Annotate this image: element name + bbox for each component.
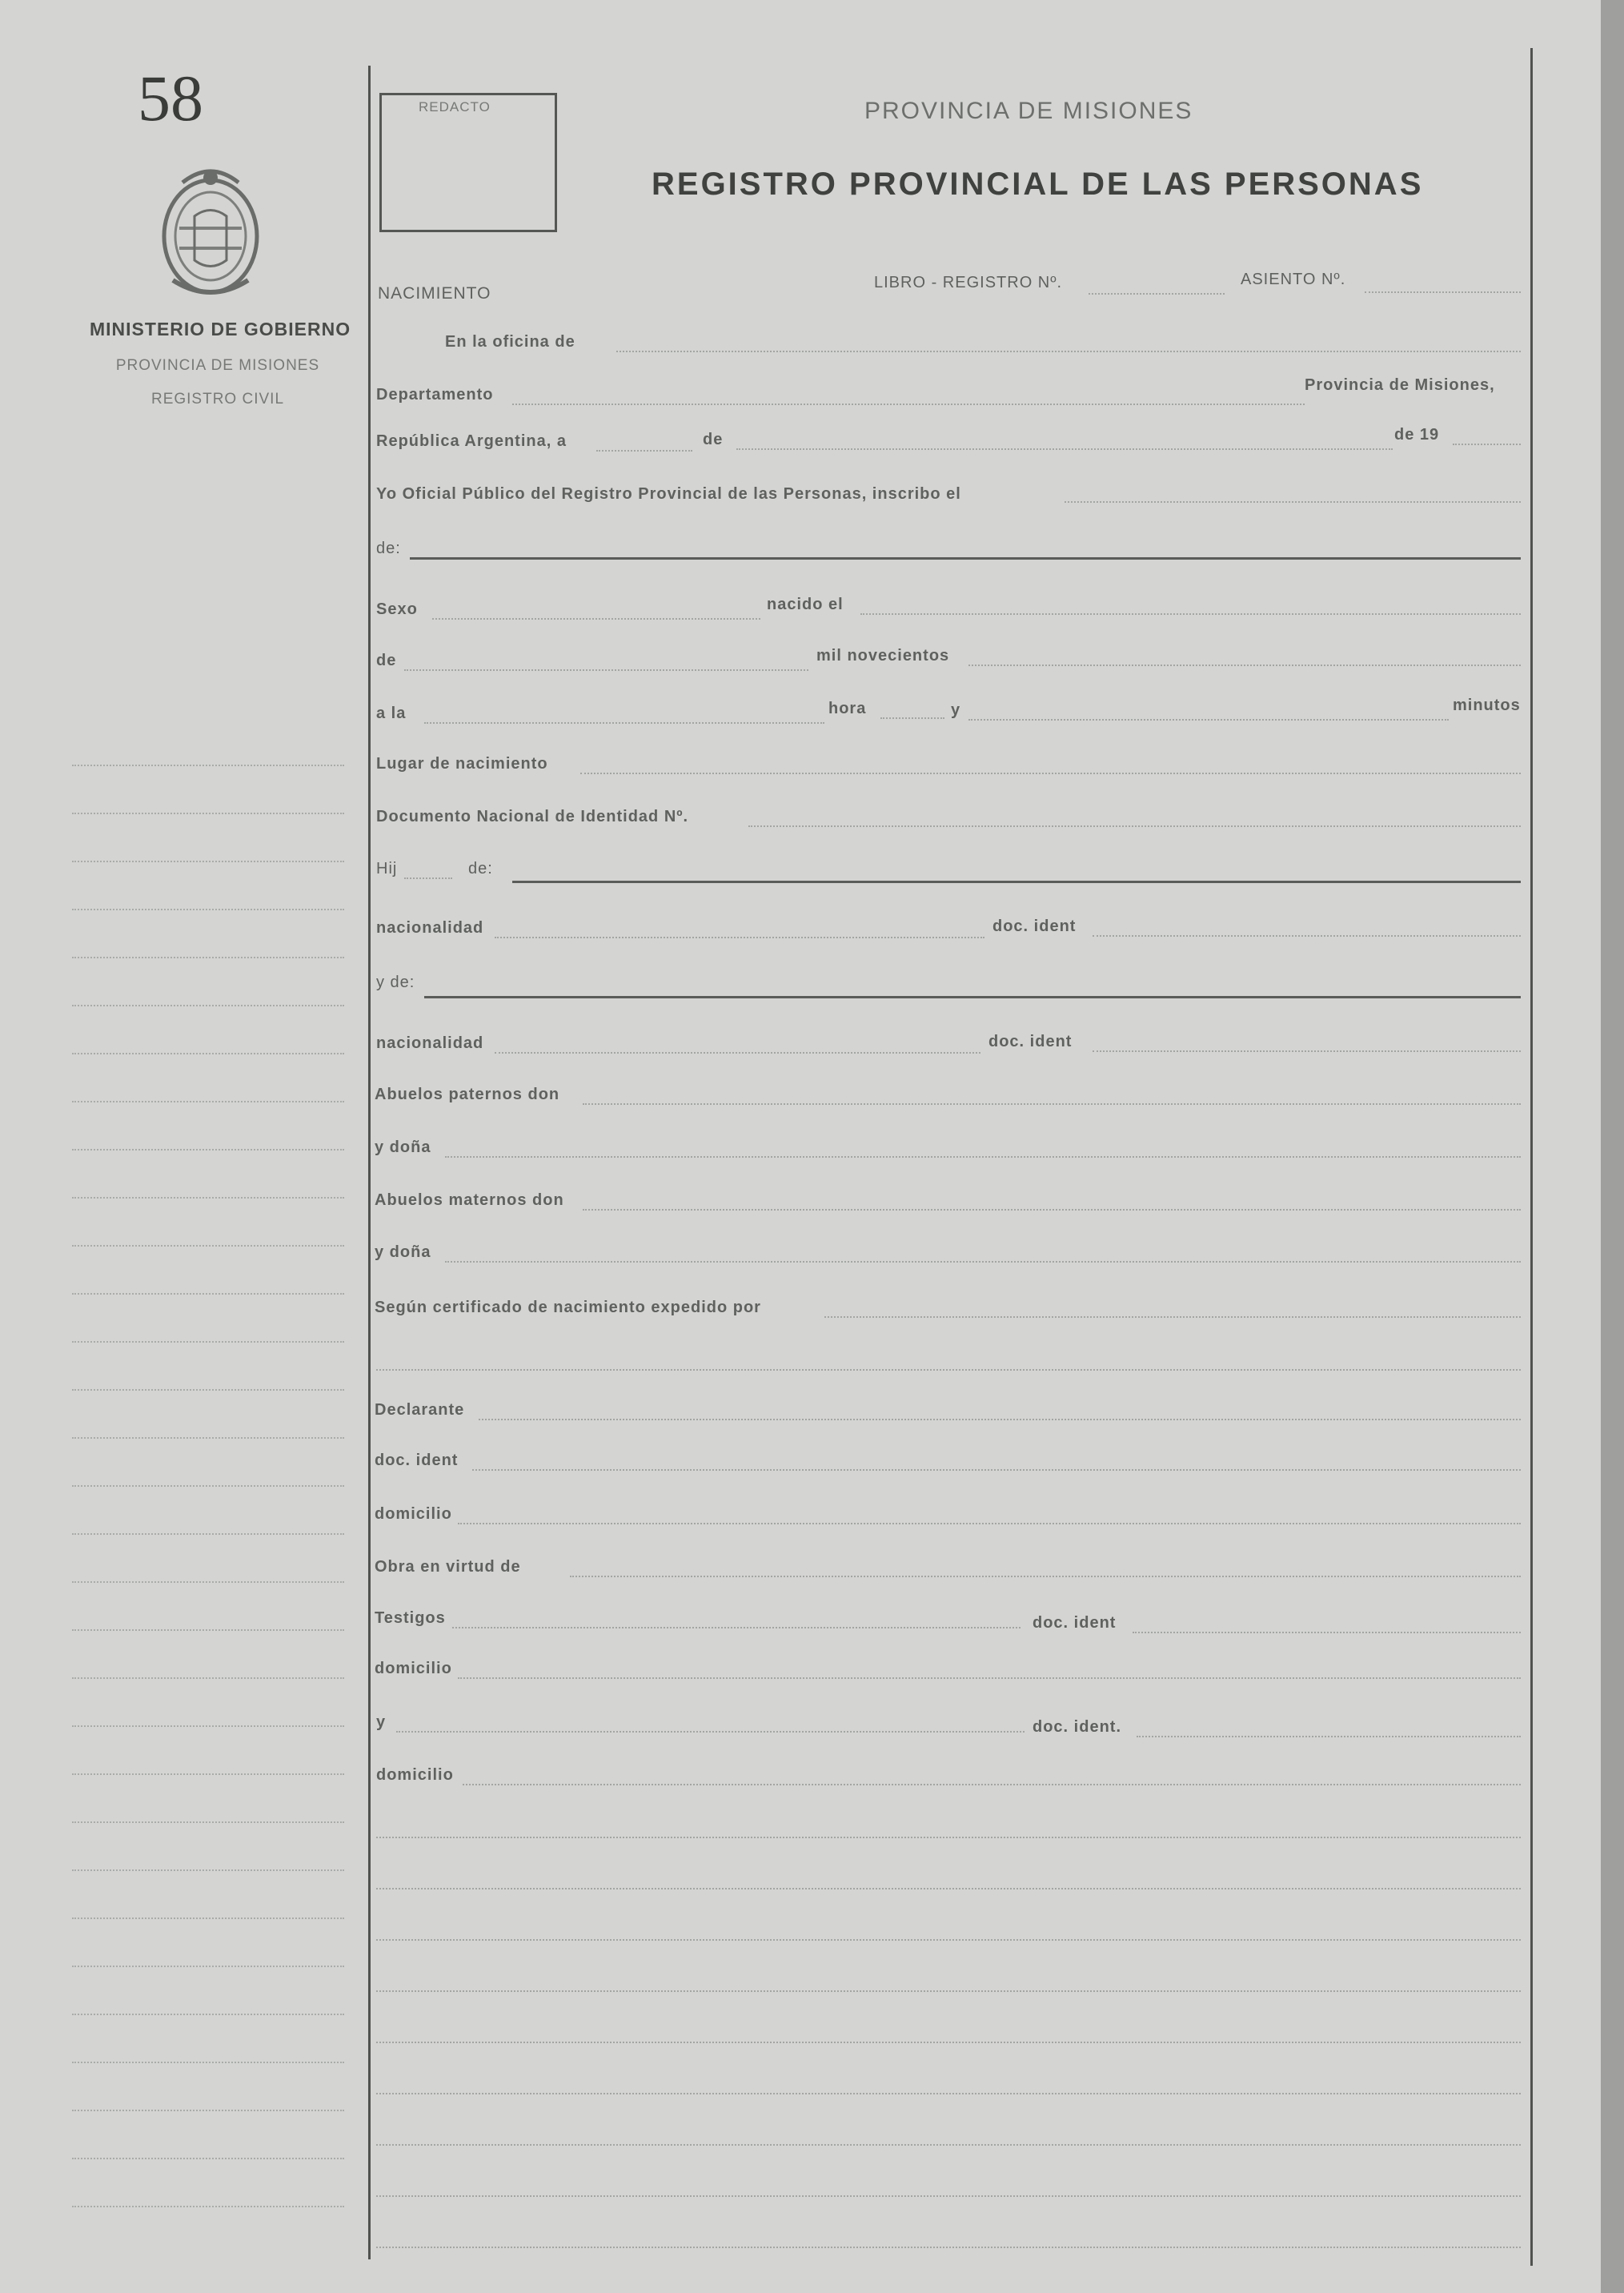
main-title: REGISTRO PROVINCIAL DE LAS PERSONAS [652, 167, 1424, 202]
margin-line [72, 957, 344, 958]
oficina-label: En la oficina de [445, 333, 575, 351]
blank-line[interactable] [376, 2042, 1521, 2043]
blank-line[interactable] [376, 1990, 1521, 1992]
mil-label: mil novecientos [816, 647, 950, 665]
margin-line [72, 861, 344, 862]
libro-label: LIBRO - REGISTRO Nº. [874, 274, 1063, 291]
margin-line [72, 1149, 344, 1151]
lugar-label: Lugar de nacimiento [376, 755, 548, 773]
certificado-field-2[interactable] [376, 1369, 1521, 1371]
de-colon-label: de: [376, 540, 401, 557]
margin-line [72, 1677, 344, 1679]
domicilio1-label: domicilio [375, 1505, 452, 1523]
margin-line [72, 1629, 344, 1631]
nacido-field[interactable] [860, 613, 1521, 615]
mother-field[interactable] [424, 996, 1521, 998]
nacionalidad2-label: nacionalidad [376, 1034, 484, 1052]
blank-line[interactable] [376, 2195, 1521, 2197]
testigo1-field[interactable] [452, 1627, 1021, 1628]
oficina-field[interactable] [616, 351, 1521, 352]
abuela-paterna-field[interactable] [445, 1156, 1521, 1158]
margin-line [72, 1966, 344, 1967]
nacido-label: nacido el [767, 596, 844, 613]
margin-line [72, 2206, 344, 2207]
margin-line [72, 1869, 344, 1871]
y-label: y [951, 701, 961, 719]
nacionalidad2-field[interactable] [495, 1052, 980, 1054]
sexo-label: Sexo [376, 600, 418, 618]
margin-line [72, 1773, 344, 1775]
docident2-label: doc. ident [988, 1033, 1073, 1050]
testigos-label: Testigos [375, 1609, 446, 1627]
testigo2-field[interactable] [396, 1731, 1025, 1733]
redacto-label: REDACTO [419, 99, 491, 114]
de-label: de [703, 431, 724, 448]
sexo-field[interactable] [432, 618, 760, 620]
month-field[interactable] [736, 448, 1393, 450]
hora-label: hora [828, 700, 867, 717]
obra-field[interactable] [570, 1576, 1521, 1577]
margin-line [72, 1485, 344, 1487]
docident4-field[interactable] [1133, 1632, 1521, 1633]
hij-label: Hij [376, 860, 398, 877]
libro-field[interactable] [1089, 293, 1225, 295]
margin-line [72, 1533, 344, 1535]
blank-line[interactable] [376, 1939, 1521, 1941]
sidebar-province-label: PROVINCIA DE MISIONES [115, 357, 320, 374]
hora-field[interactable] [880, 717, 944, 719]
segun-label: Según certificado de nacimiento expedido por [375, 1299, 761, 1316]
asiento-label: ASIENTO Nº. [1241, 271, 1346, 288]
y-dona1-label: y doña [375, 1138, 431, 1156]
declarante-field[interactable] [479, 1419, 1521, 1420]
documento-label: Documento Nacional de Identidad Nº. [376, 808, 689, 825]
margin-line [72, 1005, 344, 1006]
margin-line [72, 1437, 344, 1439]
day-field[interactable] [596, 450, 692, 452]
hij-suffix-field[interactable] [404, 877, 452, 879]
margin-line [72, 909, 344, 910]
domicilio2-label: domicilio [375, 1660, 452, 1677]
margin-line [72, 1197, 344, 1199]
margin-line [72, 2110, 344, 2111]
departamento-label: Departamento [376, 386, 494, 404]
right-vertical-rule [1530, 48, 1533, 2266]
y2-label: y [376, 1713, 387, 1731]
docident2-field[interactable] [1093, 1050, 1521, 1052]
certificado-field[interactable] [824, 1316, 1521, 1318]
oficial-label: Yo Oficial Público del Registro Provincial de las Personas, inscribo el [376, 485, 961, 503]
margin-line [72, 2062, 344, 2063]
page-edge [1601, 0, 1624, 2293]
abuelos-paternos-label: Abuelos paternos don [375, 1086, 560, 1103]
docident4-label: doc. ident [1033, 1614, 1117, 1632]
margin-line [72, 1389, 344, 1391]
departamento-field[interactable] [512, 404, 1305, 405]
birth-month-field[interactable] [404, 669, 808, 671]
hour-field[interactable] [424, 722, 824, 724]
abuela-materna-field[interactable] [445, 1261, 1521, 1263]
sidebar-registry-label: REGISTRO CIVIL [150, 391, 285, 408]
y-de-label: y de: [376, 974, 415, 991]
nacimiento-label: NACIMIENTO [378, 284, 491, 303]
republica-label: República Argentina, a [376, 432, 567, 450]
abuelo-paterno-field[interactable] [583, 1103, 1521, 1105]
margin-line [72, 1101, 344, 1102]
birth-year-field[interactable] [968, 665, 1521, 666]
margin-line [72, 1245, 344, 1247]
blank-line[interactable] [376, 1837, 1521, 1838]
nacionalidad1-label: nacionalidad [376, 919, 484, 937]
coat-of-arms-icon [150, 160, 271, 304]
blank-line[interactable] [376, 1888, 1521, 1889]
domicilio3-field[interactable] [463, 1784, 1521, 1785]
docident1-label: doc. ident [992, 918, 1077, 935]
domicilio1-field[interactable] [458, 1523, 1521, 1524]
margin-line [72, 1918, 344, 1919]
documento-field[interactable] [748, 825, 1521, 827]
left-vertical-rule [368, 66, 371, 2259]
minutos-label: minutos [1453, 697, 1521, 714]
domicilio3-label: domicilio [376, 1766, 454, 1784]
margin-line [72, 2014, 344, 2015]
lugar-field[interactable] [580, 773, 1521, 774]
docident1-field[interactable] [1093, 935, 1521, 937]
ministry-label: MINISTERIO DE GOBIERNO [90, 319, 351, 339]
asiento-field[interactable] [1365, 291, 1521, 293]
margin-line [72, 2158, 344, 2159]
year-field[interactable] [1453, 444, 1521, 445]
father-field[interactable] [512, 881, 1521, 883]
abuelos-maternos-label: Abuelos maternos don [375, 1191, 564, 1209]
de3-label: de: [468, 860, 493, 877]
docident5-field[interactable] [1137, 1736, 1521, 1737]
margin-line [72, 1725, 344, 1727]
blank-line[interactable] [376, 2144, 1521, 2146]
docident3-label: doc. ident [375, 1452, 459, 1469]
de19-label: de 19 [1394, 426, 1440, 444]
a-la-label: a la [376, 705, 407, 722]
nacionalidad1-field[interactable] [495, 937, 984, 938]
obra-label: Obra en virtud de [375, 1558, 521, 1576]
margin-line [72, 1581, 344, 1583]
blank-line[interactable] [376, 2093, 1521, 2094]
provincia-label: Provincia de Misiones, [1305, 376, 1495, 394]
margin-line [72, 1293, 344, 1295]
margin-line [72, 1821, 344, 1823]
blank-line[interactable] [376, 2247, 1521, 2248]
y-dona2-label: y doña [375, 1243, 431, 1261]
province-title: PROVINCIA DE MISIONES [864, 98, 1193, 124]
margin-line [72, 813, 344, 814]
de2-label: de [376, 652, 397, 669]
docident3-field[interactable] [472, 1469, 1521, 1471]
domicilio2-field[interactable] [458, 1677, 1521, 1679]
minutes-field[interactable] [968, 719, 1449, 721]
docident5-label: doc. ident. [1033, 1718, 1121, 1736]
margin-line [72, 1053, 344, 1054]
declarante-label: Declarante [375, 1401, 465, 1419]
margin-line [72, 1341, 344, 1343]
margin-line [72, 765, 344, 766]
inscribo-field[interactable] [1065, 501, 1521, 503]
abuelo-materno-field[interactable] [583, 1209, 1521, 1211]
page-number: 58 [138, 62, 203, 135]
name-field[interactable] [410, 557, 1521, 560]
